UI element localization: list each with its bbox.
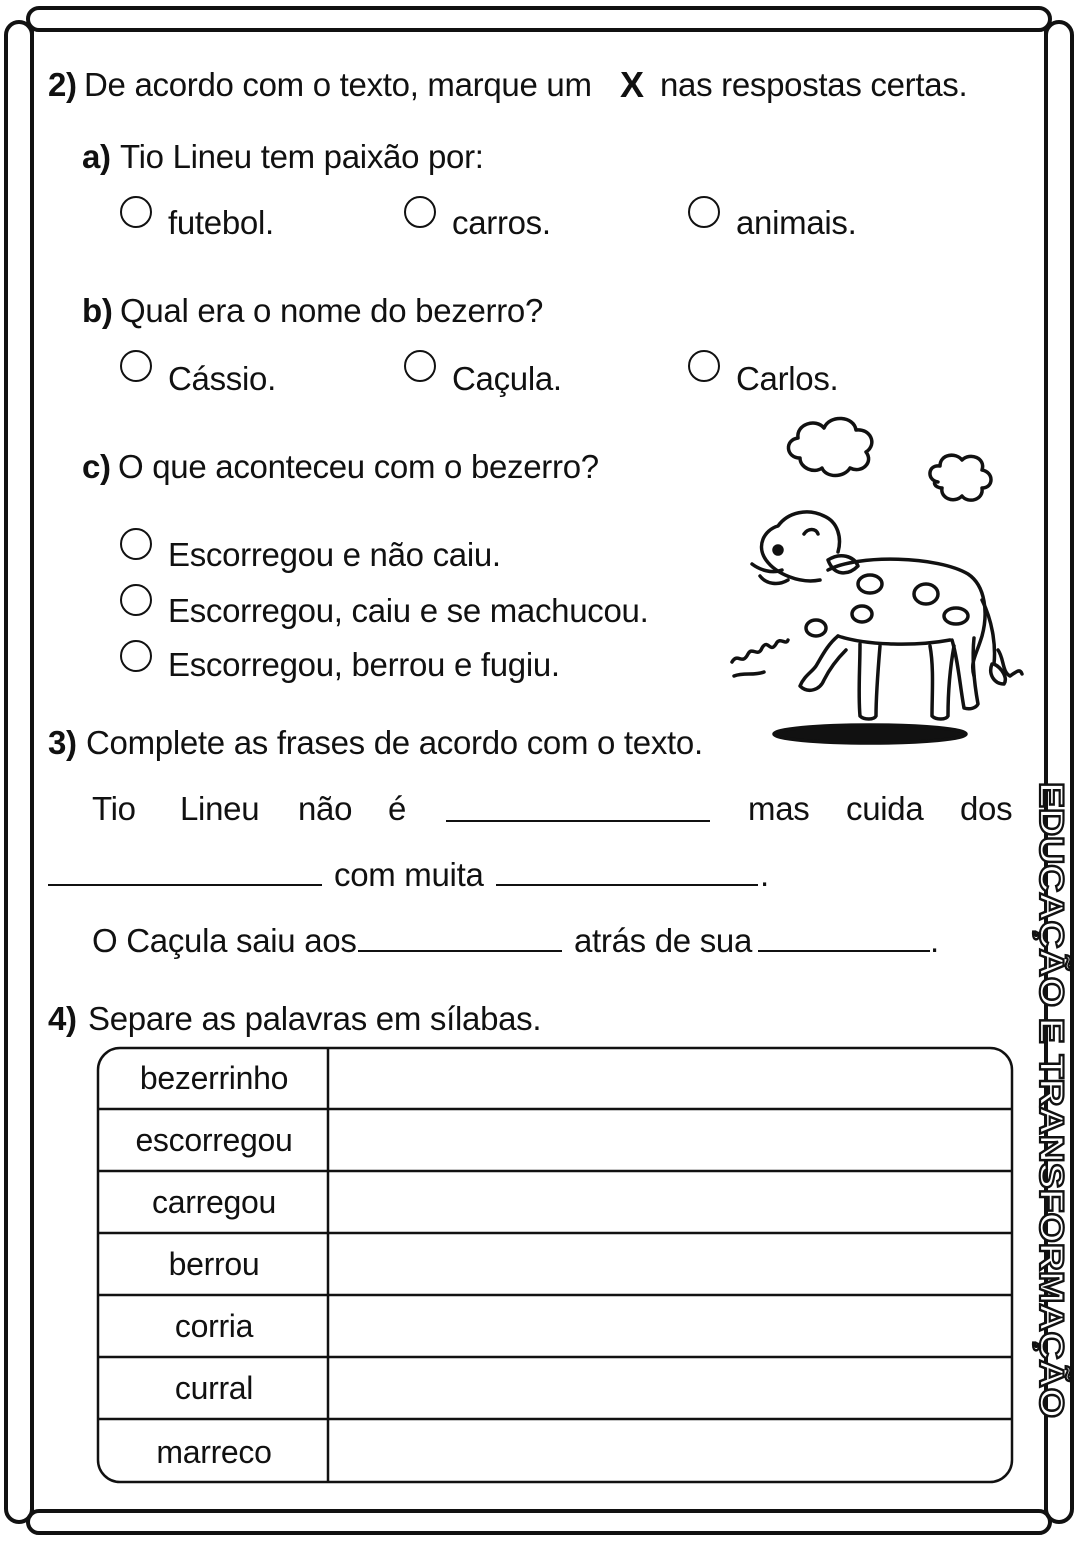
q3-s2-middle: atrás de sua [574, 922, 753, 959]
q2b-question: Qual era o nome do bezerro? [120, 292, 543, 329]
table-row-word-5: corria [174, 1308, 254, 1344]
q2b-option-2-radio[interactable] [404, 350, 436, 382]
q4-number: 4) [48, 1000, 77, 1037]
q2c-option-2-label: Escorregou, caiu e se machucou. [168, 592, 649, 629]
cloud-icon [788, 418, 871, 475]
q2a-letter: a) [82, 138, 111, 175]
q2b-option-1-label: Cássio. [168, 360, 276, 397]
q3-number: 3) [48, 724, 77, 761]
q2b-option-3-label: Carlos. [736, 360, 839, 397]
table-row-word-2: escorregou [135, 1122, 293, 1158]
table-row-answer-4[interactable] [330, 1236, 1010, 1296]
q3-s1-word-2: Lineu [180, 790, 260, 827]
q3-s1-blank-3[interactable] [496, 884, 758, 886]
table-row-word-4: berrou [168, 1246, 260, 1282]
table-row-answer-5[interactable] [330, 1298, 1010, 1358]
q3-prompt: Complete as frases de acordo com o texto. [86, 724, 703, 761]
table-row-answer-1[interactable] [330, 1050, 1010, 1110]
q2-number: 2) [48, 66, 77, 103]
table-row-answer-3[interactable] [330, 1174, 1010, 1234]
q2-prompt-mark: X [620, 64, 644, 105]
q2c-option-3-label: Escorregou, berrou e fugiu. [168, 646, 560, 683]
q3-s1-blank-1[interactable] [446, 820, 710, 822]
q2a-question: Tio Lineu tem paixão por: [120, 138, 484, 175]
q3-s1-middle: mas [748, 790, 810, 827]
table-row-word-1: bezerrinho [139, 1060, 289, 1096]
q2a-option-2-label: carros. [452, 204, 551, 241]
q2c-option-2-radio[interactable] [120, 584, 152, 616]
table-row-word-7: marreco [156, 1434, 272, 1470]
q2b-option-1-radio[interactable] [120, 350, 152, 382]
q2c-letter: c) [82, 448, 111, 485]
q2-prompt-after: nas respostas certas. [660, 66, 968, 103]
table-row-answer-7[interactable] [330, 1422, 1010, 1482]
q3-s2-blank-2[interactable] [758, 950, 930, 952]
q3-s1-word-1: Tio [92, 790, 136, 827]
cloud-icon [930, 455, 991, 500]
q2c-option-1-label: Escorregou e não caiu. [168, 536, 501, 573]
q3-s1-line2-end: . [760, 856, 769, 893]
q2c-question: O que aconteceu com o bezerro? [118, 448, 599, 485]
table-row-word-3: carregou [152, 1184, 276, 1220]
q2c-option-3-radio[interactable] [120, 640, 152, 672]
q2a-option-3-label: animais. [736, 204, 857, 241]
q3-s2-blank-1[interactable] [358, 950, 562, 952]
q3-s2-start: O Caçula saiu aos [92, 922, 357, 959]
q3-s1-line2-mid: com muita [334, 856, 484, 893]
q3-s1-word-4: é [388, 790, 407, 827]
calf-illustration [720, 400, 1030, 750]
q3-s1-word-3: não [298, 790, 353, 827]
q2a-option-1-radio[interactable] [120, 196, 152, 228]
table-row-word-6: curral [174, 1370, 254, 1406]
q2c-option-1-radio[interactable] [120, 528, 152, 560]
q3-s1-tail-1: cuida [846, 790, 924, 827]
q3-s1-tail-2: dos [960, 790, 1013, 827]
side-watermark [1028, 782, 1072, 1422]
q2b-option-3-radio[interactable] [688, 350, 720, 382]
q3-s2-end: . [930, 922, 939, 959]
side-watermark-text: EDUCAÇÃO E TRANSFORMAÇÃO [1032, 782, 1070, 1338]
table-row-answer-6[interactable] [330, 1360, 1010, 1420]
q2b-letter: b) [82, 292, 113, 329]
q2a-option-1-label: futebol. [168, 204, 274, 241]
q3-s1-blank-2[interactable] [48, 884, 322, 886]
q2b-option-2-label: Caçula. [452, 360, 562, 397]
q4-prompt: Separe as palavras em sílabas. [88, 1000, 542, 1037]
q2a-option-2-radio[interactable] [404, 196, 436, 228]
table-row-answer-2[interactable] [330, 1112, 1010, 1172]
q2a-option-3-radio[interactable] [688, 196, 720, 228]
q2-prompt-before: De acordo com o texto, marque um [84, 66, 592, 103]
